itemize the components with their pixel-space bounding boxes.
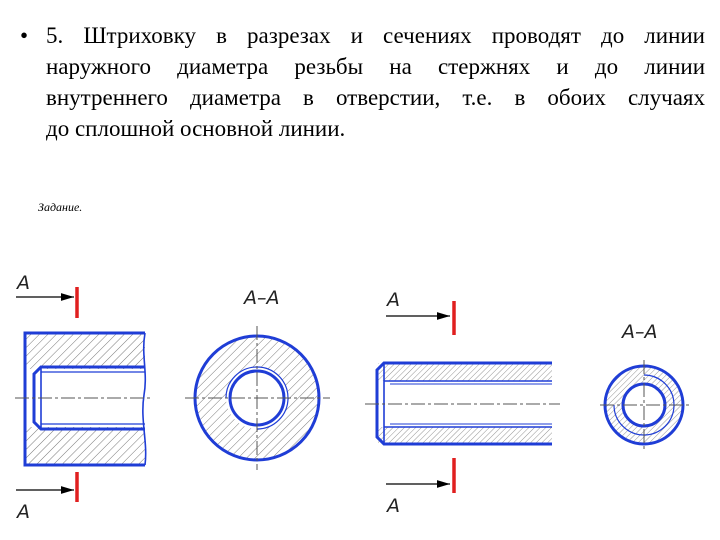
section-letter-top: А <box>17 272 30 294</box>
text-line-4: до сплошной основной линии. <box>46 116 346 141</box>
rod-letter-top: А <box>387 289 400 311</box>
text-line-2: наружного диаметра резьбы на стержнях и до линии <box>46 54 705 79</box>
figure-rod-section <box>365 289 560 517</box>
figure-hole-cross-section <box>185 287 330 470</box>
figure-rod-cross-section <box>600 321 690 450</box>
section-title-2: А–А <box>622 321 658 343</box>
task-label: Задание. <box>38 200 83 214</box>
text-line-1: 5. Штриховку в разрезах и сечениях проводят до линии <box>46 23 705 48</box>
rod-hatch-top <box>378 363 552 381</box>
section-title-1: А–А <box>244 287 280 309</box>
bullet-marker: • <box>20 23 29 48</box>
rod-hatch-bottom <box>378 427 552 444</box>
text-line-3: внутреннего диаметра в отверстии, т.е. в обоих случаях <box>46 85 705 110</box>
rod-letter-bottom: А <box>387 495 400 517</box>
section-letter-bottom: А <box>17 501 30 523</box>
figure-hole-section <box>15 272 150 523</box>
